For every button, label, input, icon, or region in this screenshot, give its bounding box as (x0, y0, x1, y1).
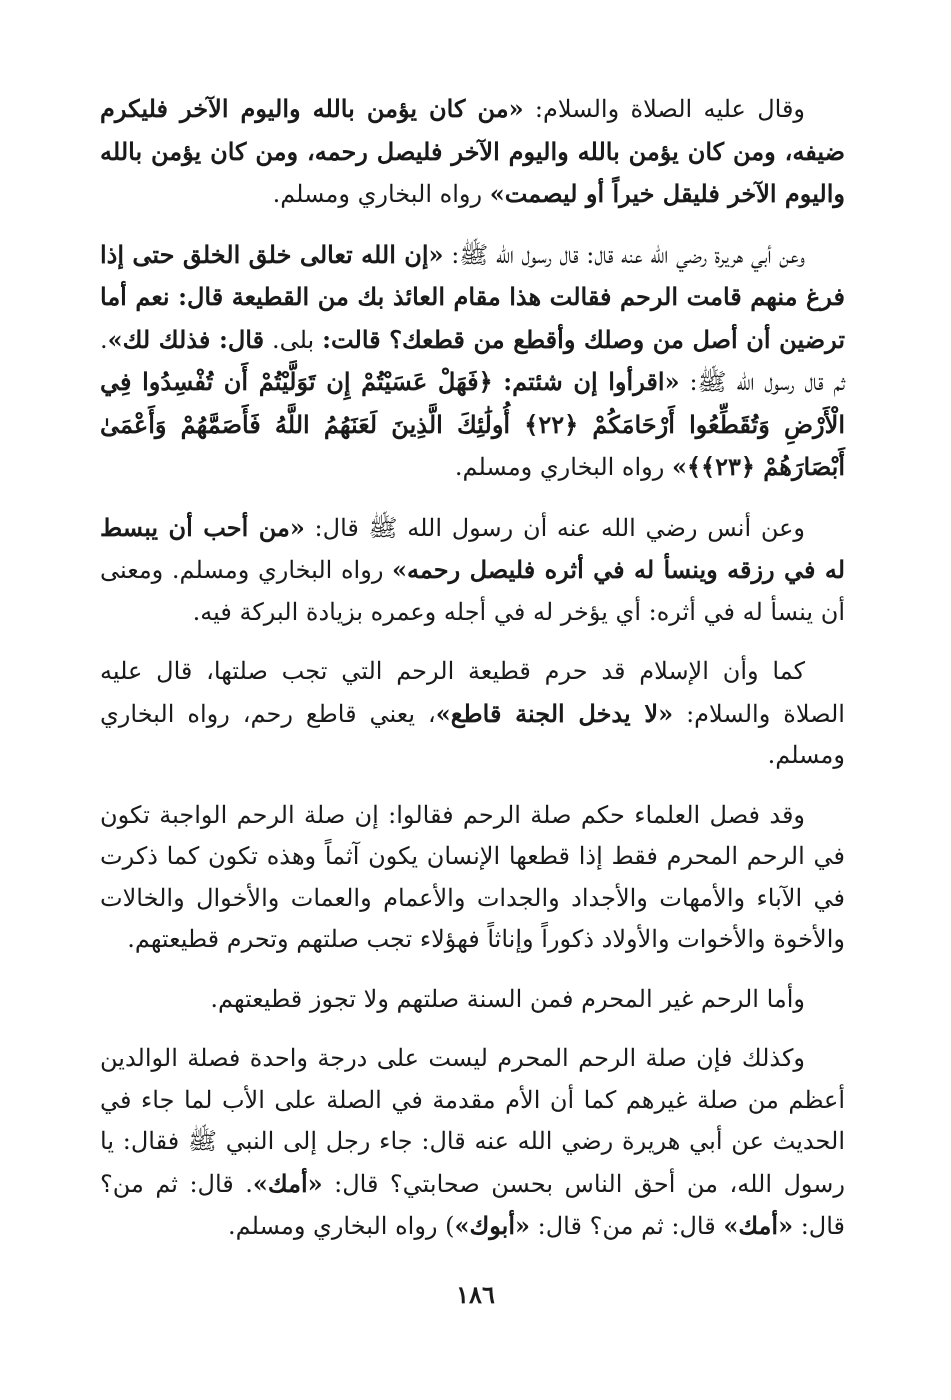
paragraph-1 (100, 88, 845, 216)
text-segment: رواه البخاري ومسلم. (272, 180, 490, 208)
text-segment: ، يعني قاطع رحم، رواه البخاري ومسلم. (100, 699, 845, 769)
paragraph-6 (100, 979, 845, 1021)
text-segment: وأما الرحم غير المحرم فمن السنة صلتهم ولا تجوز قطيعتهم. (210, 984, 805, 1013)
text-segment: وقال عليه الصلاة والسلام: (523, 95, 806, 123)
paragraph-7 (100, 1038, 845, 1248)
hadith-quote: «لا يدخل الجنة قاطع» (435, 698, 674, 728)
text-segment: قال: ثم من؟ قال: (530, 1212, 724, 1240)
page-body (100, 88, 845, 1266)
text-segment: كما وأن الإسلام قد حرم قطيعة الرحم التي تجب صلتها، قال عليه الصلاة والسلام: (100, 657, 845, 728)
text-segment: وقد فصل العلماء حكم صلة الرحم فقالوا: إن صلة الرحم الواجبة تكون في الرحم المحرم فقط إذا قطعها الإنسان يكون آثماً وهذه تكون كما ذكرت في الآباء والأمهات والأجداد والجدات والأعمام والعمات والأخوال والخالات والأخوة والأخوات والأولاد ذكوراً وإناثاً فهؤلاء تجب صلتهم وتحرم قطيعتهم. (100, 800, 845, 953)
text-segment: . قال: ثم من؟ قال: (100, 1169, 845, 1240)
quran-verse: «اقرأوا إن شئتم: ﴿فَهَلْ عَسَيْتُمْ إِن تَوَلَّيْتُمْ أَن تُفْسِدُوا فِي الْأَرْضِ وَتُقَطِّعُوا أَرْحَامَكُمْ ﴿٢٢﴾ أُولَٰئِكَ الَّذِينَ لَعَنَهُمُ اللَّهُ فَأَصَمَّهُمْ وَأَعْمَىٰ أَبْصَارَهُمْ ﴿٢٣﴾﴾» (100, 367, 845, 481)
paragraph-3 (100, 507, 845, 634)
hadith-quote: «إن الله تعالى خلق الخلق حتى إذا فرغ منهم قامت الرحم فقالت هذا مقام العائذ بك من القطيعة قال: نعم أما ترضين أن أصل من وصلك وأقطع من قطعك؟ قالت: (100, 239, 845, 354)
text-segment: ) رواه البخاري ومسلم. (228, 1212, 455, 1240)
page-number: ١٨٦ (456, 1280, 495, 1309)
text-segment: وكذلك فإن صلة الرحم المحرم ليست على درجة واحدة فصلة الوالدين أعظم من صلة غيرهم كما أن الأم مقدمة في الصلة على الأب لما جاء في الحديث عن أبي هريرة رضي الله عنه قال: جاء رجل إلى النبي ﷺ فقال: يا رسول الله، من أحق الناس بحسن صحابتي؟ قال: (100, 1044, 846, 1198)
hadith-quote: «أبوك» (454, 1211, 531, 1240)
hadith-quote: «من كان يؤمن بالله واليوم الآخر فليكرم ضيفه، ومن كان يؤمن بالله واليوم الآخر فليصل رحمه، ومن كان يؤمن بالله واليوم الآخر فليقل خيراً أو ليصمت» (100, 94, 845, 208)
text-segment: وعن أبي هريرة رضي الله عنه قال: قال رسول الله ﷺ: (443, 240, 805, 269)
paragraph-4 (100, 651, 845, 777)
text-segment: . ثم قال رسول الله ﷺ: (100, 325, 845, 396)
text-segment: رواه البخاري ومسلم. ومعنى أن ينسأ له في أثره: أي يؤخر له في أجله وعمره بزيادة البركة فيه. (100, 556, 845, 626)
text-segment: بلى. (264, 325, 323, 354)
paragraph-5 (100, 795, 845, 961)
hadith-quote: «من أحب أن يبسط له في رزقه وينسأ له في أثره فليصل رحمه» (100, 512, 845, 584)
hadith-quote: «أمك» (723, 1211, 794, 1240)
hadith-quote: «أمك» (252, 1168, 323, 1198)
text-segment: رواه البخاري ومسلم. (454, 453, 672, 481)
text-segment: وعن أنس رضي الله عنه أن رسول الله ﷺ قال: (304, 513, 806, 542)
hadith-quote: قال: فذلك لك» (107, 324, 265, 354)
paragraph-2 (100, 234, 845, 489)
